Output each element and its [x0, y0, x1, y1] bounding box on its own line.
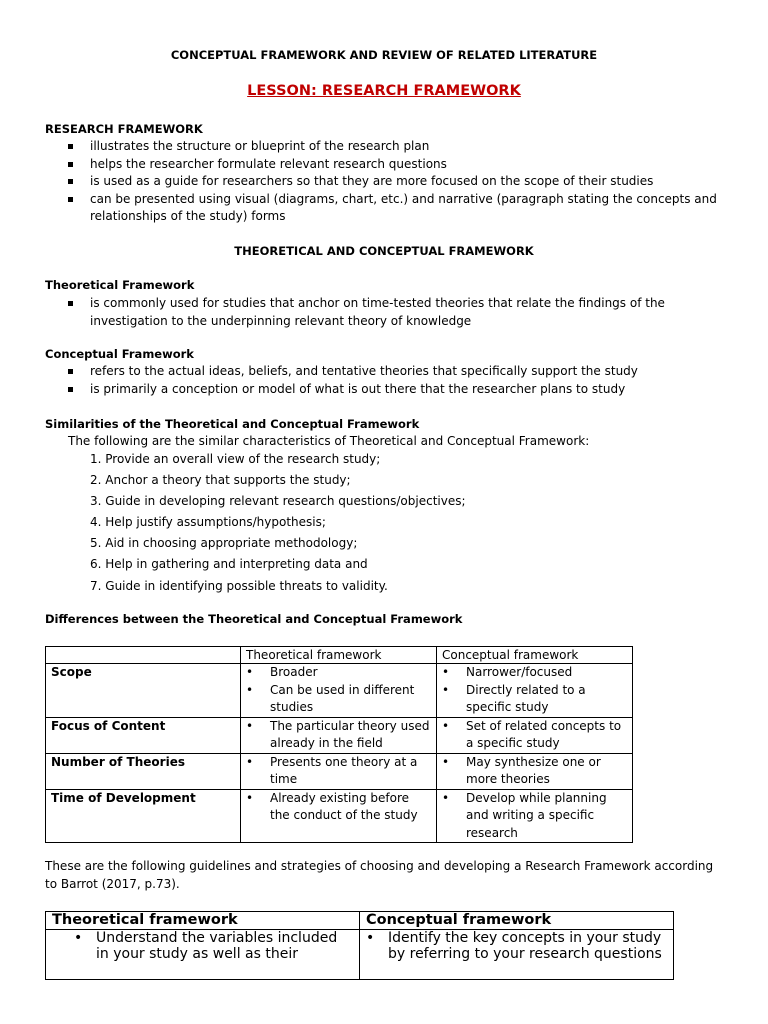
table-cell [241, 717, 437, 753]
table-row [46, 717, 633, 753]
cell-bullet: • Broader [246, 664, 431, 682]
document-title: CONCEPTUAL FRAMEWORK AND REVIEW OF RELATED LITERATURE [170, 48, 598, 62]
table-cell [46, 930, 360, 980]
cell-bullet: • Develop while planning and writing a specific research [442, 790, 627, 843]
tc-heading: THEORETICAL AND CONCEPTUAL FRAMEWORK [234, 244, 534, 258]
table-header-row [46, 912, 674, 930]
guidelines-intro: These are the following guidelines and strategies of choosing and developing a Research Framework according to Barrot (2017, p.73). [45, 859, 714, 891]
table-row [46, 789, 633, 843]
similarities-list [90, 451, 466, 599]
table-cell [437, 664, 633, 718]
row-label: Time of Development [46, 789, 241, 843]
cell-bullet: • Already existing before the conduct of the study [246, 790, 431, 825]
cell-bullet: • Set of related concepts to a specific study [442, 718, 627, 753]
table-row [46, 753, 633, 789]
cell-bullet: • Understand the variables included in your study as well as their [52, 930, 353, 962]
table-cell [241, 664, 437, 718]
list-item: 3. Guide in developing relevant research questions/objectives; [90, 494, 466, 509]
list-item: is primarily a conception or model of what is out there that the researcher plans to study [45, 381, 725, 399]
table-cell [241, 789, 437, 843]
cell-bullet: • Can be used in different studies [246, 682, 431, 717]
cell-bullet: • The particular theory used already in the field [246, 718, 431, 753]
list-item: is commonly used for studies that anchor on time-tested theories that relate the findings of the investigation to the underpinning relevant theory of knowledge [45, 295, 725, 330]
table-cell [241, 753, 437, 789]
list-item: can be presented using visual (diagrams, chart, etc.) and narrative (paragraph stating the concepts and relationships of the study) forms [45, 191, 725, 226]
row-label: Focus of Content [46, 717, 241, 753]
theoretical-heading: Theoretical Framework [45, 278, 195, 292]
list-item: 5. Aid in choosing appropriate methodology; [90, 536, 358, 551]
list-item: 4. Help justify assumptions/hypothesis; [90, 515, 326, 530]
cell-bullet: • Narrower/focused [442, 664, 627, 682]
differences-heading: Differences between the Theoretical and Conceptual Framework [45, 612, 463, 626]
table-header-cell: Theoretical framework [241, 647, 437, 664]
theoretical-list [45, 295, 725, 330]
list-item: 7. Guide in identifying possible threats to validity. [90, 578, 388, 593]
list-item: 1. Provide an overall view of the research study; [90, 452, 381, 466]
table-cell [437, 753, 633, 789]
list-item: 2. Anchor a theory that supports the study; [90, 473, 351, 488]
cell-bullet: • Presents one theory at a time [246, 754, 431, 789]
list-item: 6. Help in gathering and interpreting data and [90, 557, 368, 572]
table-header-cell: Conceptual framework [360, 912, 674, 930]
table-row [46, 664, 633, 718]
similarities-intro: The following are the similar characteristics of Theoretical and Conceptual Framework: [68, 434, 590, 448]
conceptual-heading: Conceptual Framework [45, 347, 194, 361]
table-header-cell: Conceptual framework [437, 647, 633, 664]
differences-table [45, 646, 633, 843]
research-framework-heading: RESEARCH FRAMEWORK [45, 122, 203, 136]
table-header-cell: Theoretical framework [46, 912, 360, 930]
table-cell [360, 930, 674, 980]
list-item: illustrates the structure or blueprint of the research plan [45, 138, 725, 156]
cell-bullet: • Identify the key concepts in your study by referring to your research questions [366, 930, 667, 962]
guidelines-table [45, 911, 674, 980]
cell-bullet: • May synthesize one or more theories [442, 754, 627, 789]
list-item: refers to the actual ideas, beliefs, and tentative theories that specifically support the study [45, 363, 725, 381]
research-framework-list [45, 138, 725, 226]
cell-bullet: • Directly related to a specific study [442, 682, 627, 717]
row-label: Scope [46, 664, 241, 718]
list-item: helps the researcher formulate relevant research questions [45, 156, 725, 174]
table-header-cell [46, 647, 241, 664]
lesson-title: LESSON: RESEARCH FRAMEWORK [247, 83, 521, 99]
list-item: is used as a guide for researchers so that they are more focused on the scope of their studies [45, 173, 725, 191]
table-header-row [46, 647, 633, 664]
similarities-heading: Similarities of the Theoretical and Conceptual Framework [45, 417, 420, 431]
row-label: Number of Theories [46, 753, 241, 789]
table-cell [437, 717, 633, 753]
table-row [46, 930, 674, 980]
conceptual-list [45, 363, 725, 398]
table-cell [437, 789, 633, 843]
